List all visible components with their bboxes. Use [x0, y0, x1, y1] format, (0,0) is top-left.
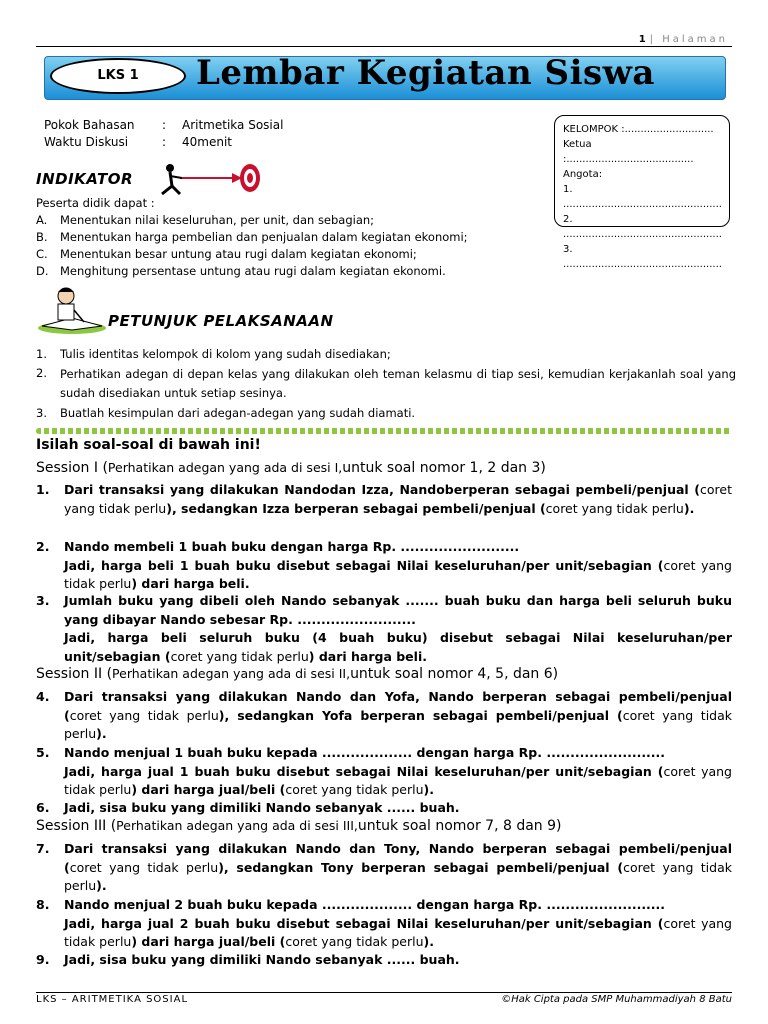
list-item: D. Menghitung persentase untung atau rugi dalam kegiatan ekonomi. — [36, 264, 446, 278]
list-item: A. Menentukan nilai keseluruhan, per unit, dan sebagian; — [36, 213, 375, 227]
question-1: 1. Dari transaksi yang dilakukan Nandodan Izza, Nandoberperan sebagai pembeli/penjual (coret yang tidak perlu), sedangkan Izza berperan sebagai pembeli/penjual (coret yang tidak perlu). — [36, 482, 732, 516]
session-2-heading: Session II (Perhatikan adegan yang ada di sesi II,untuk soal nomor 4, 5, dan 6) — [36, 666, 559, 682]
wavy-divider — [36, 428, 732, 434]
question-2: 2. Nando membeli 1 buah buku dengan harga Rp. ......................... Jadi, harga beli 1 buah buku disebut sebagai Nilai keseluruhan/per unit/sebagian (coret yang tidak perlu) dari harga beli. — [36, 539, 732, 591]
question-4: 4. Dari transaksi yang dilakukan Nando dan Yofa, Nando berperan sebagai pembeli/penjual (coret yang tidak perlu), sedangkan Yofa berperan sebagai pembeli/penjual (coret yang tidak perlu). — [36, 689, 732, 741]
lks-label: LKS 1 — [50, 58, 186, 94]
list-item: 2. Perhatikan adegan di depan kelas yang dilakukan oleh teman kelasmu di tiap sesi, kemudian kerjakanlah soal yang sudah disediakan untuk setiap sesinya. — [36, 366, 736, 400]
session-1-heading: Session I (Perhatikan adegan yang ada di sesi I,untuk soal nomor 1, 2 dan 3) — [36, 460, 546, 476]
page-number: 1 | Halaman — [638, 34, 728, 45]
list-item: B. Menentukan harga pembelian dan penjualan dalam kegiatan ekonomi; — [36, 230, 468, 244]
indikator-list — [36, 212, 736, 280]
question-7: 7. Dari transaksi yang dilakukan Nando dan Tony, Nando berperan sebagai pembeli/penjual (coret yang tidak perlu), sedangkan Tony berperan sebagai pembeli/penjual (coret yang tidak perlu). — [36, 841, 732, 893]
meta-waktu: Waktu Diskusi : 40menit — [44, 135, 232, 149]
list-item: C. Menentukan besar untung atau rugi dalam kegiatan ekonomi; — [36, 247, 417, 261]
page-title: Lembar Kegiatan Siswa — [196, 53, 655, 93]
meta-pokok: Pokok Bahasan : Aritmetika Sosial — [44, 118, 284, 132]
footer-right: ©Hak Cipta pada SMP Muhammadiyah 8 Batu — [501, 994, 732, 1005]
petunjuk-heading: PETUNJUK PELAKSANAAN — [108, 312, 334, 330]
question-3: 3. Jumlah buku yang dibeli oleh Nando sebanyak ....... buah buku dan harga beli seluruh buku yang dibayar Nando sebesar Rp. ......................... Jadi, harga beli seluruh buku (4 buah buku) disebut sebagai Nilai keseluruhan/per unit/sebagian (coret yang tidak perlu) dari harga beli. — [36, 593, 732, 664]
footer-left: LKS – ARITMETIKA SOSIAL — [36, 994, 189, 1005]
petunjuk-list — [36, 346, 736, 422]
bottom-divider — [36, 992, 732, 993]
list-item: 3. Buatlah kesimpulan dari adegan-adegan yang sudah diamati. — [36, 406, 416, 420]
question-9: 9. Jadi, sisa buku yang dimiliki Nando sebanyak ...... buah. — [36, 952, 460, 967]
runner-target-icon — [150, 158, 270, 198]
group-identity-box: KELOMPOK :............................ Ketua :........................................ Angota: 1. .................................................. 2. .................................................. 3. .................................................. — [554, 115, 730, 227]
student-reading-icon — [36, 284, 108, 334]
question-5: 5. Nando menjual 1 buah buku kepada ................... dengan harga Rp. ......................... Jadi, harga jual 1 buah buku disebut sebagai Nilai keseluruhan/per unit/sebagian (coret yang tidak perlu) dari harga jual/beli (coret yang tidak perlu). — [36, 745, 732, 797]
session-3-heading: Session III (Perhatikan adegan yang ada di sesi III,untuk soal nomor 7, 8 dan 9) — [36, 818, 562, 834]
indikator-intro: Peserta didik dapat : — [36, 196, 155, 210]
top-divider — [36, 46, 732, 47]
list-item: 1. Tulis identitas kelompok di kolom yang sudah disediakan; — [36, 347, 391, 361]
question-8: 8. Nando menjual 2 buah buku kepada ................... dengan harga Rp. ......................... Jadi, harga jual 2 buah buku disebut sebagai Nilai keseluruhan/per unit/sebagian (coret yang tidak perlu) dari harga jual/beli (coret yang tidak perlu). — [36, 897, 732, 949]
isilah-heading: Isilah soal-soal di bawah ini! — [36, 437, 261, 453]
question-6: 6. Jadi, sisa buku yang dimiliki Nando sebanyak ...... buah. — [36, 800, 460, 815]
indikator-heading: INDIKATOR — [36, 170, 133, 188]
